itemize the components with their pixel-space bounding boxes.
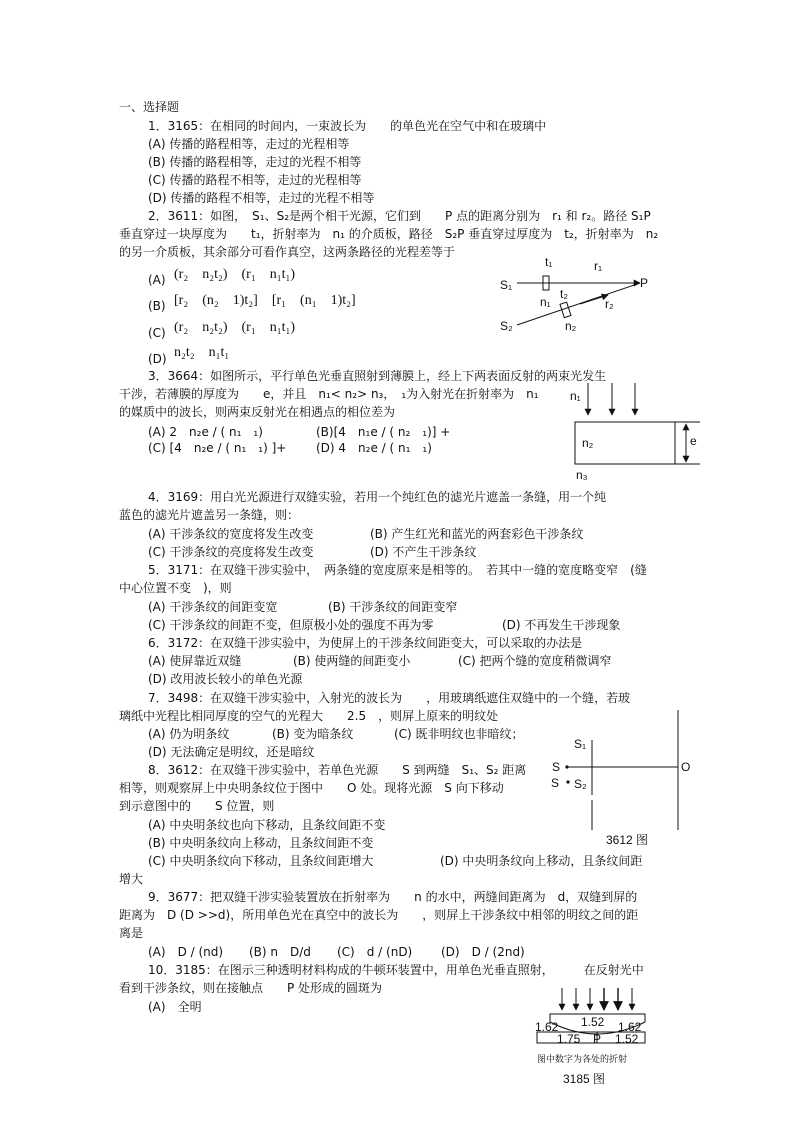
label-r1: r₁ (594, 259, 603, 273)
label-n1: n₁ (570, 389, 581, 403)
q3-option-b: (B)[4 n₁e / ( n₂ ₁)] + (316, 425, 451, 439)
q8-stem-line2: 相等，则观察屏上中央明条纹位于图中 O 处。现将光源 S 向下移动 (119, 781, 504, 795)
plate-t2 (560, 302, 571, 317)
label-s-prime: S (551, 776, 560, 790)
q1-stem: 1．3165：在相同的时间内，一束波长为 的单色光在空气中和在玻璃中 (148, 119, 547, 133)
label-o: O (681, 760, 691, 774)
label-right-1-62: 1.62 (618, 1020, 642, 1034)
q9-option-c: (C) d / (nD) (337, 945, 413, 959)
ray-s2p-arrow (580, 295, 608, 304)
q9-stem-line3: 离是 (119, 926, 144, 940)
section-title: 一、选择题 (119, 100, 180, 114)
q9-stem-line1: 9．3677：把双缝干涉实验装置放在折射率为 n 的水中，两缝间距离为 d，双缝到屏的 (148, 890, 638, 904)
q3-option-d: (D) 4 n₂e / ( n₁ ₁) (316, 441, 432, 455)
q3-stem-line1: 3．3664：如图所示，平行单色光垂直照射到薄膜上，经上下两表面反射的两束光发生 (148, 369, 607, 383)
label-1-75: 1.75 (557, 1032, 581, 1046)
label-n2: n₂ (582, 436, 594, 450)
source-s-prime-dot (566, 780, 569, 783)
q4-option-d: (D) 不产生干涉条纹 (370, 545, 477, 559)
q9-option-a: (A) D / (nd) (148, 945, 224, 959)
q10-stem-line2: 看到干涉条纹，则在接触点 P 处形成的圆斑为 (119, 981, 383, 995)
q2-stem-line1: 2．3611：如图， S₁、S₂是两个相干光源，它们到 P 点的距离分别为 r₁ 和 r₂。路径 S₁P (148, 209, 651, 223)
q1-option-b: (B) 传播的路程相等，走过的光程不相等 (148, 155, 362, 169)
caption-3185: 3185 图 (563, 1072, 606, 1086)
q2-option-c-expr: (r₂ n₂t₂) (r₁ n₁t₁) (174, 320, 296, 335)
q2-option-b-expr: [r₂ (n₂ 1)t₂] [r₁ (n₁ 1)t₂] (174, 293, 356, 308)
label-plate-1-52: 1.52 (615, 1032, 639, 1046)
q4-option-b: (B) 产生红光和蓝光的两套彩色干涉条纹 (370, 527, 584, 541)
label-s2: S₂ (574, 777, 587, 791)
q1-option-c: (C) 传播的路程不相等，走过的光程相等 (148, 173, 362, 187)
q4-option-a: (A) 干涉条纹的宽度将发生改变 (148, 527, 314, 541)
q1-option-a: (A) 传播的路程相等，走过的光程相等 (148, 137, 350, 151)
q10-option-a: (A) 全明 (148, 1000, 202, 1014)
q5-stem-line2: 中心位置不变 )，则 (119, 581, 232, 595)
q2-option-a-label: (A) (148, 273, 166, 287)
q8-option-b: (B) 中央明条纹向上移动，且条纹间距不变 (148, 836, 374, 850)
q5-option-d: (D) 不再发生干涉现象 (502, 618, 621, 632)
q6-option-d: (D) 改用波长较小的单色光源 (148, 672, 303, 686)
label-t1: t₁ (545, 255, 553, 269)
q6-option-b: (B) 使两缝的间距变小 (293, 654, 411, 668)
q6-option-a: (A) 使屏靠近双缝 (148, 654, 242, 668)
q7-option-c: (C) 既非明纹也非暗纹； (394, 727, 524, 741)
q9-stem-line2: 距离为 D (D >>d)，所用单色光在真空中的波长为 ，则屏上干涉条纹中相邻的明纹之间的距 (119, 908, 639, 922)
label-lens-1-52: 1.52 (581, 1015, 605, 1029)
label-e: e (690, 434, 697, 448)
source-s-dot (565, 765, 568, 768)
label-s: S (552, 760, 561, 774)
label-left-1-62: 1.62 (535, 1020, 559, 1034)
q8-stem-line1: 8．3612：在双缝干涉实验中，若单色光源 S 到两缝 S₁、S₂ 距离 (148, 763, 527, 777)
q4-stem-line2: 蓝色的滤光片遮盖另一条缝，则： (119, 508, 300, 522)
q2-option-d-expr: n₂t₂ n₁t₁ (174, 345, 230, 360)
label-s2: S₂ (500, 319, 513, 333)
q5-stem-line1: 5．3171：在双缝干涉实验中， 两条缝的宽度原来是相等的。 若其中一缝的宽度略变窄 (缝 (148, 563, 647, 577)
q7-option-b: (B) 变为暗条纹 (272, 727, 354, 741)
q8-option-d: (D) 中央明条纹向上移动，且条纹间距 (440, 854, 643, 868)
caption-3612: 3612 图 (606, 833, 649, 847)
q1-option-d: (D) 传播的路程不相等，走过的光程不相等 (148, 191, 375, 205)
q5-option-b: (B) 干涉条纹的间距变窄 (328, 600, 458, 614)
q7-option-a: (A) 仍为明条纹 (148, 727, 230, 741)
q2-option-b-label: (B) (148, 299, 166, 313)
label-p: P (640, 276, 649, 290)
figure-3611 (500, 255, 648, 333)
label-p: P (593, 1032, 602, 1046)
q4-option-c: (C) 干涉条纹的亮度将发生改变 (148, 545, 314, 559)
q7-stem-line1: 7．3498：在双缝干涉实验中，入射光的波长为 ，用玻璃纸遮住双缝中的一个缝，若玻 (148, 691, 631, 705)
q2-option-c-label: (C) (148, 326, 166, 340)
label-n3: n₃ (576, 468, 588, 482)
q4-stem-line1: 4．3169：用白光光源进行双缝实验，若用一个纯红色的滤光片遮盖一条缝，用一个纯 (148, 490, 607, 504)
q8-stem-line3: 到示意图中的 S 位置，则 (119, 799, 275, 813)
q3-stem-line2: 干涉，若薄膜的厚度为 e，并且 n₁< n₂> n₃， ₁为入射光在折射率为 n₁ (119, 387, 539, 401)
figure-3185 (535, 988, 645, 1086)
note-refractive-index: 图中数字为各处的折射 (537, 1054, 628, 1064)
q2-stem-line2: 垂直穿过一块厚度为 t₁，折射率为 n₁ 的介质板，路径 S₂P 垂直穿过厚度为 t₂，折射率为 n₂ (119, 227, 659, 241)
figure-3612 (551, 710, 690, 847)
q6-option-c: (C) 把两个缝的宽度稍微调窄 (458, 654, 612, 668)
ray-s2p (517, 283, 640, 325)
q2-option-a-expr: (r₂ n₂t₂) (r₁ n₁t₁) (174, 267, 296, 282)
q8-option-a: (A) 中央明条纹也向下移动，且条纹间距不变 (148, 818, 386, 832)
q9-option-d: (D) D / (2nd) (441, 945, 525, 959)
q2-stem-line3: 的另一介质板，其余部分可看作真空，这两条路径的光程差等于 (119, 245, 456, 259)
label-s1: S₁ (500, 278, 513, 292)
label-n1: n₁ (540, 295, 551, 309)
label-s1: S₁ (574, 737, 587, 751)
q3-stem-line3: 的媒质中的波长，则两束反射光在相遇点的相位差为 (119, 405, 396, 419)
q5-option-a: (A) 干涉条纹的间距变宽 (148, 600, 278, 614)
label-r2: r₂ (605, 297, 614, 311)
q3-option-a: (A) 2 n₂e / ( n₁ ₁) (148, 425, 263, 439)
figure-3664 (570, 383, 700, 482)
q6-stem: 6．3172：在双缝干涉实验中，为使屏上的干涉条纹间距变大，可以采取的办法是 (148, 636, 583, 650)
q9-option-b: (B) n D/d (249, 945, 311, 959)
q10-stem-line1: 10．3185：在图示三种透明材料构成的牛顿环装置中，用单色光垂直照射， 在反射光中 (148, 963, 644, 977)
q3-option-c: (C) [4 n₂e / ( n₁ ₁) ]+ (148, 441, 287, 455)
q5-option-c: (C) 干涉条纹的间距不变，但原极小处的强度不再为零 (148, 618, 434, 632)
q8-option-c: (C) 中央明条纹向下移动，且条纹间距增大 (148, 854, 374, 868)
label-t2: t₂ (560, 287, 568, 301)
q7-option-d: (D) 无法确定是明纹，还是暗纹 (148, 745, 315, 759)
label-n2: n₂ (565, 319, 577, 333)
q2-option-d-label: (D) (148, 352, 167, 366)
q8-option-d-cont: 增大 (119, 872, 144, 886)
q7-stem-line2: 璃纸中光程比相同厚度的空气的光程大 2.5 ，则屏上原来的明纹处 (119, 709, 499, 723)
